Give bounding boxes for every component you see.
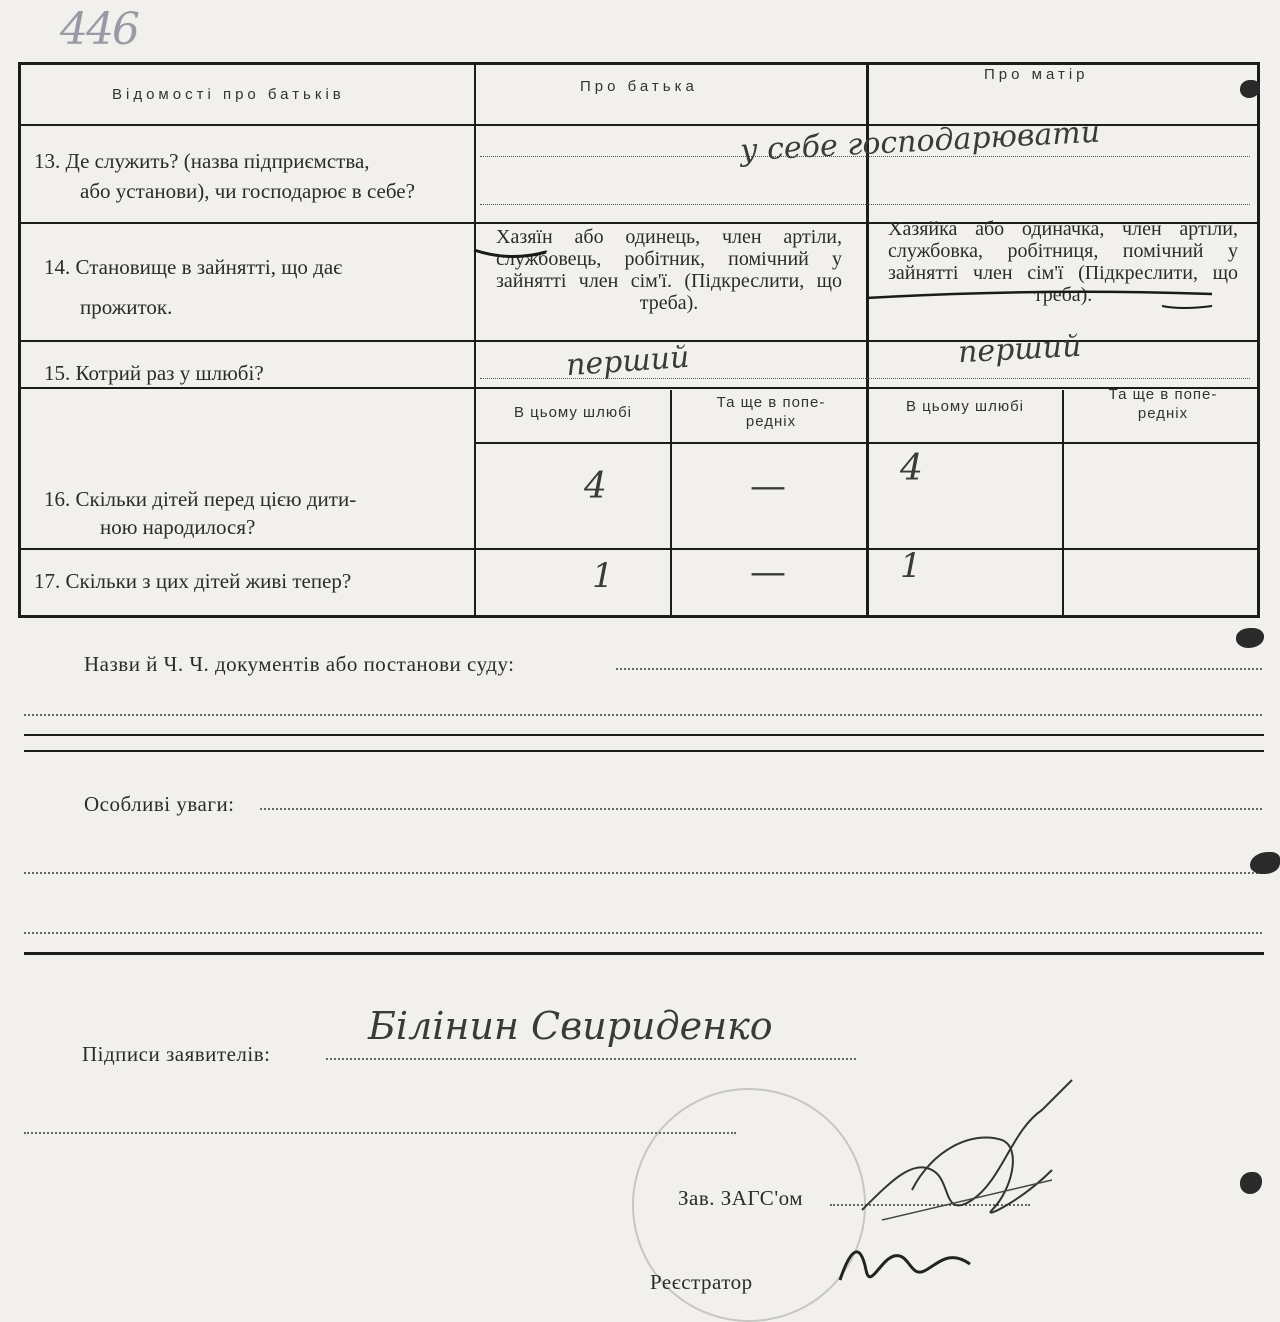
- q17-father-prev: —: [750, 552, 786, 593]
- documents-rule-2: [24, 750, 1264, 752]
- documents-dotted-line-2: [24, 714, 1262, 716]
- signatures-dotted-line-2: [24, 1132, 736, 1134]
- father-this-marriage-header: В цьому шлюбі: [513, 404, 633, 421]
- ink-blot: [1240, 1172, 1262, 1194]
- registrar-signature-scribble: [830, 1230, 990, 1295]
- remarks-label: Особливі уваги:: [84, 792, 235, 816]
- q16-father-prev: —: [750, 466, 786, 507]
- q14-mother-options: Хазяйка або одиначка, член артіли, службовка, робітниця, помічний у зайнятті член сім'ї (Підкреслити, що треба).: [888, 218, 1238, 306]
- signatures-dotted-line: [326, 1058, 856, 1060]
- q17-label: 17. Скільки з цих дітей живі тепер?: [34, 569, 352, 593]
- q16-father-this: 4: [584, 466, 607, 507]
- documents-label: Назви й Ч. Ч. документів або постанови суду:: [84, 652, 515, 676]
- documents-dotted-line: [616, 668, 1262, 670]
- mother-previous-header-line2: редніх: [1137, 405, 1189, 422]
- mother-previous-header-line1: Та ще в попе-: [1108, 386, 1218, 403]
- q17-mother-this: 1: [900, 546, 922, 586]
- father-previous-header-line2: редніх: [745, 413, 797, 430]
- col-divider-father-sub: [670, 390, 672, 616]
- header-father: Про батька: [580, 78, 698, 95]
- q15-label: 15. Котрий раз у шлюбі?: [44, 361, 264, 385]
- registrar-label: Реєстратор: [650, 1270, 753, 1294]
- signatures-label: Підписи заявителів:: [82, 1042, 271, 1066]
- q16-mother-this: 4: [900, 448, 923, 489]
- remarks-dotted-line-2: [24, 872, 1262, 874]
- mother-this-marriage-header: В цьому шлюбі: [905, 398, 1025, 415]
- ink-blot: [1236, 628, 1264, 648]
- father-previous-header-line1: Та ще в попе-: [716, 394, 826, 411]
- q14-father-options: Хазяїн або одинець, член артіли, службовець, робітник, помічний у зайнятті член сім'ї. (Підкреслити, що треба).: [496, 226, 842, 314]
- q15-mother-answer: перший: [957, 328, 1083, 371]
- head-signature-scribble: [852, 1070, 1092, 1240]
- header-info: Відомості про батьків: [112, 86, 345, 103]
- row16-divider: [20, 548, 1258, 550]
- q15-father-answer: перший: [564, 339, 691, 384]
- q14-label-line1: 14. Становище в зайнятті, що дає: [44, 255, 343, 279]
- col-divider-info: [474, 64, 476, 616]
- q16-label-line1: 16. Скільки дітей перед цією дити-: [44, 487, 357, 511]
- col-divider-mother-sub: [1062, 390, 1064, 616]
- header-mother: Про матір: [984, 66, 1089, 83]
- q17-father-this: 1: [592, 556, 614, 596]
- ink-blot: [1250, 852, 1280, 874]
- head-of-office-label: Зав. ЗАГС'ом: [678, 1186, 803, 1210]
- q16-label-line2: ною народилося?: [100, 515, 256, 539]
- applicant-signature: Білінин Свириденко: [368, 1004, 773, 1048]
- remarks-dotted-line: [260, 808, 1262, 810]
- q14-mother-underline: [862, 280, 1222, 320]
- q13-label-line1: 13. Де служить? (назва підприємства,: [34, 149, 370, 173]
- row13-dotted-line-2: [480, 204, 1250, 205]
- archive-page-number: 446: [60, 4, 138, 55]
- q14-father-underline: [470, 240, 550, 262]
- documents-rule: [24, 734, 1264, 736]
- q13-label-line2: або установи), чи господарює в себе?: [80, 179, 415, 203]
- remarks-dotted-line-3: [24, 932, 1262, 934]
- remarks-rule: [24, 952, 1264, 955]
- q14-label-line2: прожиток.: [80, 295, 173, 319]
- q13-handwritten-answer: у себе господарювати: [739, 114, 1101, 169]
